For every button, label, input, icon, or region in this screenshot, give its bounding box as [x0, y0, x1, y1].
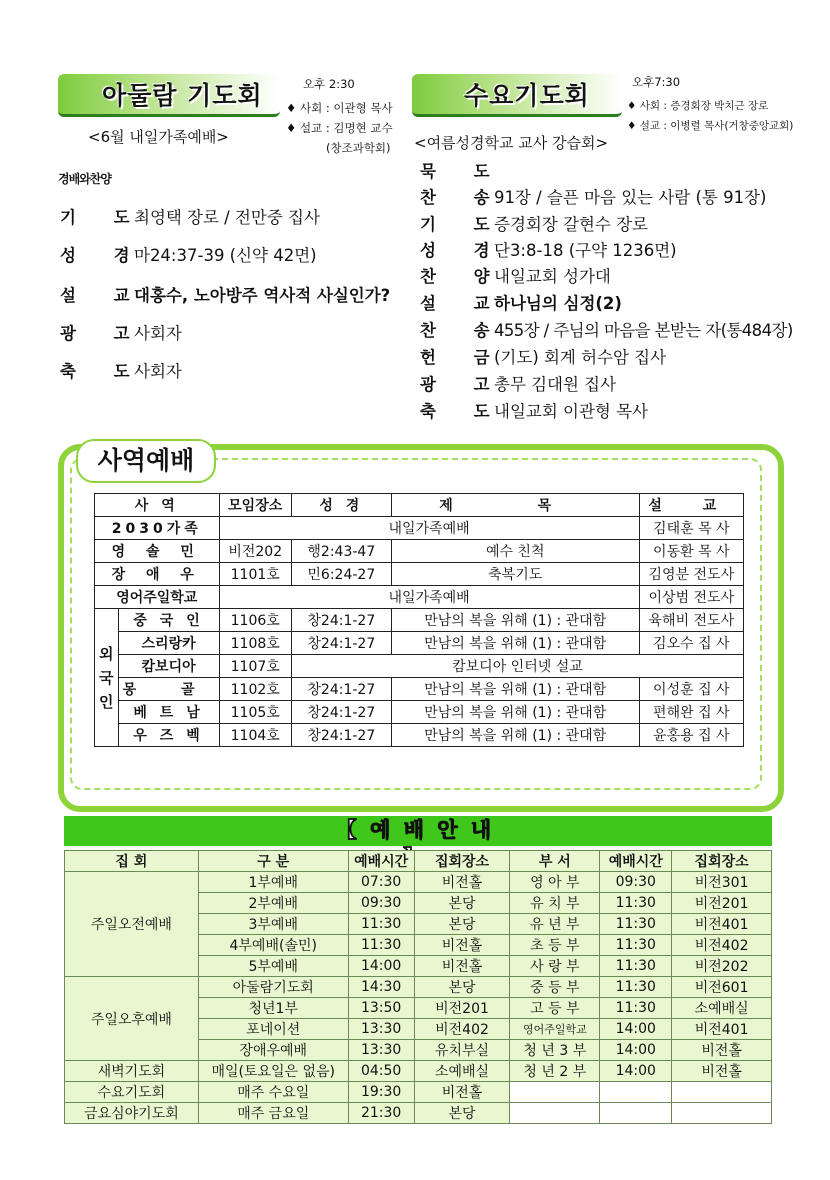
header-title: 제 목 — [391, 494, 639, 517]
guide-row: 새벽기도회 매일(토요일은 없음) 04:50 소예배실 청 년 2 부 14:00 비전홀 — [65, 1061, 772, 1082]
guide-title: 【 예 배 안 내 — [335, 818, 495, 842]
guide-header-row: 집 회 구 분 예배시간 집회장소 부 서 예배시간 집회장소 — [65, 851, 772, 872]
sunday-pm-label: 주일오후예배 — [65, 977, 199, 1061]
left-row: 성 경마24:37-39 (신약 42면) — [60, 246, 317, 265]
right-time: 오후7:30 — [632, 75, 681, 89]
guide-row: 4부예배(솔민) 11:30 비전홀 초 등 부 11:30 비전402 — [65, 935, 772, 956]
right-row: 광 고총무 김대원 집사 — [420, 375, 617, 394]
right-preacher: ♦ 설교 : 이병렬 목사(거창중앙교회) — [627, 120, 794, 132]
guide-table — [64, 850, 772, 1124]
left-title: 아둘람 기도회 — [102, 81, 263, 110]
left-row: 축 도사회자 — [60, 362, 182, 381]
guide-row: 주일오전예배 1부예배 07:30 비전홀 영 아 부 09:30 비전301 — [65, 872, 772, 893]
left-host: ♦ 사회 : 이관형 목사 — [286, 101, 393, 115]
ministry-table — [94, 493, 744, 747]
ministry-row: 2030가족 내일가족예배 김태훈 목 사 — [95, 517, 744, 540]
left-row: 기 도최영택 장로 / 전만중 집사 — [60, 208, 320, 227]
right-row: 헌 금(기도) 회계 허수암 집사 — [420, 348, 667, 367]
ministry-row: 캄보디아 1107호 캄보디아 인터넷 설교 — [95, 655, 744, 678]
right-row: 묵 도 — [420, 162, 506, 181]
right-host: ♦ 사회 : 증경회장 박치근 장로 — [627, 100, 769, 112]
right-row: 기 도증경회장 갈현수 장로 — [420, 215, 648, 234]
guide-row: 5부예배 14:00 비전홀 사 랑 부 11:30 비전202 — [65, 956, 772, 977]
ministry-row: 외국인 중 국 인 1106호 창24:1-27 만남의 복을 위해 (1) : 관대함 육해비 전도사 — [95, 609, 744, 632]
header-preacher: 설 교 — [639, 494, 743, 517]
right-subtitle: <여름성경학교 교사 강습회> — [414, 134, 609, 152]
left-time: 오후 2:30 — [303, 77, 355, 91]
left-row: 광 고사회자 — [60, 324, 182, 343]
ministry-row: 영 솔 민 비전202 행2:43-47 예수 친척 이동환 목 사 — [95, 540, 744, 563]
ministry-row: 영어주일학교 내일가족예배 이상범 전도사 — [95, 586, 744, 609]
left-title-box — [58, 74, 280, 117]
left-subtitle: <6월 내일가족예배> — [88, 128, 229, 146]
foreign-label: 외국인 — [95, 609, 119, 747]
right-row: 찬 송455장 / 주님의 마음을 본받는 자(통484장) — [420, 321, 793, 340]
ministry-row: 몽 골 1102호 창24:1-27 만남의 복을 위해 (1) : 관대함 이성훈 집 사 — [95, 678, 744, 701]
right-row: 찬 송91장 / 슬픈 마음 있는 사람 (통 91장) — [420, 188, 767, 207]
ministry-row: 스리랑카 1108호 창24:1-27 만남의 복을 위해 (1) : 관대함 김오수 집 사 — [95, 632, 744, 655]
left-preacher: ♦ 설교 : 김명현 교수 — [286, 121, 393, 135]
guide-row: 포네이션 13:30 비전402 영어주일학교 14:00 비전401 — [65, 1019, 772, 1040]
ministry-header-row — [95, 494, 744, 517]
guide-row: 3부예배 11:30 본당 유 년 부 11:30 비전401 — [65, 914, 772, 935]
ministry-row: 장 애 우 1101호 민6:24-27 축복기도 김영분 전도사 — [95, 563, 744, 586]
right-row: 찬 양내일교회 성가대 — [420, 267, 611, 286]
ministry-row: 우 즈 벡 1104호 창24:1-27 만남의 복을 위해 (1) : 관대함 윤홍용 집 사 — [95, 724, 744, 747]
right-row: 설 교하나님의 심정(2) — [420, 294, 622, 313]
guide-row: 금요심야기도회 매주 금요일 21:30 본당 — [65, 1103, 772, 1124]
left-preacher-org: (창조과학회) — [326, 141, 391, 155]
header-ministry: 사 역 — [95, 494, 220, 517]
right-row: 성 경단3:8-18 (구약 1236면) — [420, 241, 677, 260]
header-place: 모임장소 — [219, 494, 291, 517]
sunday-am-label: 주일오전예배 — [65, 872, 199, 977]
left-row: 설 교대홍수, 노아방주 역사적 사실인가? — [60, 286, 391, 305]
header-bible: 성 경 — [291, 494, 391, 517]
right-row: 축 도내일교회 이관형 목사 — [420, 402, 648, 421]
ministry-row: 베 트 남 1105호 창24:1-27 만남의 복을 위해 (1) : 관대함 편해완 집 사 — [95, 701, 744, 724]
right-title: 수요기도회 — [464, 81, 590, 110]
left-opening: 경배와찬양 — [58, 172, 111, 186]
right-title-box — [412, 74, 622, 117]
guide-row: 청년1부 13:50 비전201 고 등 부 11:30 소예배실 — [65, 998, 772, 1019]
guide-row: 장애우예배 13:30 유치부실 청 년 3 부 14:00 비전홀 — [65, 1040, 772, 1061]
ministry-title: 사역예배 — [76, 439, 216, 483]
guide-row: 주일오후예배 아둘람기도회 14:30 본당 중 등 부 11:30 비전601 — [65, 977, 772, 998]
guide-row: 2부예배 09:30 본당 유 치 부 11:30 비전201 — [65, 893, 772, 914]
guide-row: 수요기도회 매주 수요일 19:30 비전홀 — [65, 1082, 772, 1103]
